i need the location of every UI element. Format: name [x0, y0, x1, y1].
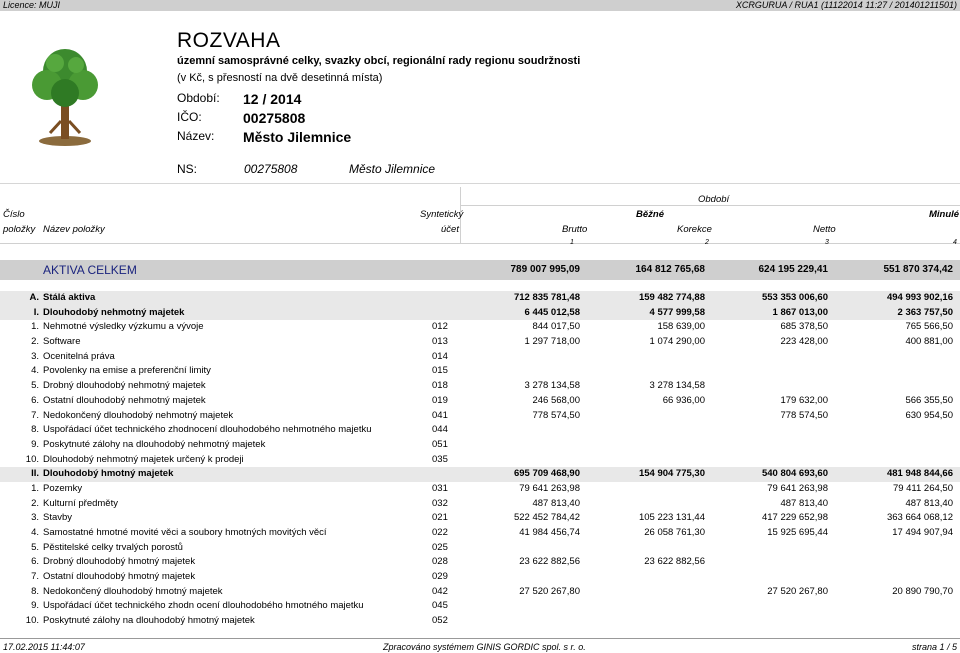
table-row — [0, 364, 960, 379]
row-netto: 79 641 263,98 — [767, 482, 828, 494]
row-name: Povolenky na emise a preferenční limity — [43, 365, 211, 377]
name-label: Název: — [177, 129, 215, 143]
row-name: Uspořádací účet technického zhodn ocení dlouhodobého hmotného majetku — [43, 600, 364, 612]
row-korekce: 159 482 774,88 — [638, 292, 705, 303]
table-row — [0, 350, 960, 365]
row-account: 014 — [432, 350, 448, 362]
row-account: 019 — [432, 394, 448, 406]
table-row — [0, 599, 960, 614]
row-account: 025 — [432, 541, 448, 553]
row-netto: 417 229 652,98 — [761, 512, 828, 524]
row-brutto: 778 574,50 — [532, 409, 580, 421]
row-number: II. — [31, 468, 39, 480]
row-korekce: 4 577 999,58 — [649, 306, 705, 318]
row-name: Uspořádací účet technického zhodnocení dlouhodobého nehmotného majetku — [43, 424, 372, 436]
col-num-1: 1 — [570, 239, 574, 246]
row-korekce: 158 639,00 — [657, 321, 705, 333]
row-name: Kulturní předměty — [43, 497, 118, 509]
row-account: 021 — [432, 512, 448, 524]
col-ucet: účet — [441, 224, 459, 235]
row-number: 8. — [31, 424, 39, 436]
table-row — [0, 320, 960, 335]
row-brutto: 23 622 882,56 — [519, 556, 580, 568]
row-netto: 540 804 693,60 — [761, 468, 828, 480]
row-korekce: 154 904 775,30 — [638, 468, 705, 480]
col-synteticky: Syntetický — [420, 209, 464, 220]
col-bezne: Běžné — [636, 209, 664, 220]
row-minule: 630 954,50 — [905, 409, 953, 421]
table-row — [0, 541, 960, 556]
row-name: Ostatní dlouhodobý nehmotný majetek — [43, 394, 206, 406]
footer-date: 17.02.2015 11:44:07 — [3, 642, 85, 652]
row-brutto: 79 641 263,98 — [519, 482, 580, 494]
footer-page: strana 1 / 5 — [911, 642, 957, 652]
row-name: Ostatní dlouhodobý hmotný majetek — [43, 571, 196, 583]
row-account: 045 — [432, 600, 448, 612]
row-account: 044 — [432, 424, 448, 436]
row-number: A. — [29, 292, 39, 303]
coat-of-arms-tree-icon — [30, 41, 100, 151]
table-row — [0, 335, 960, 350]
row-brutto: 695 709 468,90 — [513, 468, 580, 480]
row-account: 041 — [432, 409, 448, 421]
row-account: 015 — [432, 365, 448, 377]
row-netto: 778 574,50 — [780, 409, 828, 421]
table-row — [0, 409, 960, 424]
balance-table — [0, 291, 960, 629]
row-number: 10. — [25, 453, 39, 465]
report-subtitle: územní samosprávné celky, svazky obcí, regionální rady regionu soudržnosti — [177, 55, 581, 67]
col-num-4: 4 — [953, 239, 957, 246]
table-row — [0, 526, 960, 541]
row-number: 2. — [31, 497, 39, 509]
name-value: Město Jilemnice — [243, 129, 352, 145]
row-account: 029 — [432, 571, 448, 583]
ns-label: NS: — [177, 162, 198, 176]
system-info-text: XCRGURUA / RUA1 (11122014 11:27 / 201401211501) — [735, 0, 957, 10]
footer-processed: Zpracováno systémem GINIS GORDIC spol. s r. o. — [383, 642, 586, 652]
row-name: Dlouhodobý nehmotný majetek určený k prodeji — [43, 453, 244, 465]
row-minule: 400 881,00 — [905, 336, 953, 348]
row-minule: 765 566,50 — [905, 321, 953, 333]
row-number: 7. — [31, 571, 39, 583]
row-name: Nehmotné výsledky výzkumu a vývoje — [43, 321, 204, 333]
row-minule: 363 664 068,12 — [886, 512, 953, 524]
row-minule: 487 813,40 — [905, 497, 953, 509]
row-account: 051 — [432, 438, 448, 450]
table-row — [0, 467, 960, 482]
row-number: 4. — [31, 527, 39, 538]
ico-value: 00275808 — [243, 110, 306, 126]
row-name: Nedokončený dlouhodobý nehmotný majetek — [43, 409, 234, 421]
total-netto: 624 195 229,41 — [758, 264, 828, 275]
row-number: 3. — [31, 350, 39, 362]
row-number: 6. — [31, 556, 39, 568]
row-name: Stálá aktiva — [43, 292, 96, 303]
table-row — [0, 511, 960, 526]
row-number: 10. — [25, 615, 39, 627]
col-brutto: Brutto — [562, 224, 588, 235]
row-korekce: 23 622 882,56 — [644, 556, 705, 568]
row-minule: 79 411 264,50 — [892, 482, 953, 494]
row-netto: 27 520 267,80 — [767, 585, 828, 597]
row-name: Drobný dlouhodobý nehmotný majetek — [43, 380, 206, 392]
col-obdobi: Období — [698, 194, 730, 205]
table-row — [0, 379, 960, 394]
row-brutto: 712 835 781,48 — [513, 292, 580, 303]
row-number: 9. — [31, 600, 39, 612]
row-name: Stavby — [43, 512, 73, 524]
total-label: AKTIVA CELKEM — [43, 263, 137, 277]
total-korekce: 164 812 765,68 — [635, 264, 705, 275]
column-divider — [460, 205, 960, 206]
row-number: 2. — [31, 336, 39, 348]
row-account: 035 — [432, 453, 448, 465]
row-minule: 2 363 757,50 — [897, 306, 953, 318]
row-minule: 17 494 907,94 — [892, 527, 953, 538]
row-number: 7. — [31, 409, 39, 421]
table-row — [0, 555, 960, 570]
row-brutto: 1 297 718,00 — [524, 336, 580, 348]
table-row — [0, 614, 960, 629]
col-num-3: 3 — [825, 239, 829, 246]
table-row — [0, 482, 960, 497]
row-account: 052 — [432, 615, 448, 627]
table-row — [0, 306, 960, 321]
row-brutto: 27 520 267,80 — [519, 585, 580, 597]
row-korekce: 105 223 131,44 — [638, 512, 705, 524]
ico-label: IČO: — [177, 110, 202, 124]
row-korekce: 26 058 761,30 — [644, 527, 705, 538]
row-account: 013 — [432, 336, 448, 348]
col-num-2: 2 — [705, 239, 709, 246]
table-row — [0, 291, 960, 306]
row-number: 9. — [31, 438, 39, 450]
row-name: Poskytnuté zálohy na dlouhodobý nehmotný majetek — [43, 438, 266, 450]
row-account: 012 — [432, 321, 448, 333]
col-minule: Minulé — [929, 209, 960, 220]
row-brutto: 844 017,50 — [532, 321, 580, 333]
col-netto: Netto — [813, 224, 836, 235]
row-number: 3. — [31, 512, 39, 524]
row-minule: 494 993 902,16 — [886, 292, 953, 303]
row-minule: 481 948 844,66 — [886, 468, 953, 480]
table-row — [0, 423, 960, 438]
row-minule: 566 355,50 — [905, 394, 953, 406]
table-row — [0, 453, 960, 468]
row-account: 042 — [432, 585, 448, 597]
row-number: 1. — [31, 482, 39, 494]
row-brutto: 522 452 784,42 — [513, 512, 580, 524]
license-text: Licence: MUJI — [3, 0, 61, 10]
row-number: I. — [33, 306, 39, 318]
report-title: ROZVAHA — [177, 29, 281, 52]
row-brutto: 487 813,40 — [532, 497, 580, 509]
row-netto: 487 813,40 — [780, 497, 828, 509]
row-number: 1. — [31, 321, 39, 333]
row-number: 5. — [31, 541, 39, 553]
total-minule: 551 870 374,42 — [883, 264, 953, 275]
row-account: 022 — [432, 527, 448, 538]
row-brutto: 6 445 012,58 — [524, 306, 580, 318]
row-name: Nedokončený dlouhodobý hmotný majetek — [43, 585, 223, 597]
total-row — [0, 260, 960, 280]
row-name: Ocenitelná práva — [43, 350, 115, 362]
col-cislo: Číslo — [3, 209, 25, 220]
row-netto: 179 632,00 — [780, 394, 828, 406]
row-number: 6. — [31, 394, 39, 406]
table-row — [0, 394, 960, 409]
row-name: Samostatné hmotné movité věci a soubory hmotných movitých věcí — [43, 527, 327, 538]
row-brutto: 246 568,00 — [532, 394, 580, 406]
row-netto: 15 925 695,44 — [767, 527, 828, 538]
row-number: 8. — [31, 585, 39, 597]
row-brutto: 3 278 134,58 — [524, 380, 580, 392]
row-name: Software — [43, 336, 81, 348]
period-value: 12 / 2014 — [243, 91, 302, 107]
row-brutto: 41 984 456,74 — [519, 527, 580, 538]
row-netto: 1 867 013,00 — [772, 306, 828, 318]
row-korekce: 1 074 290,00 — [649, 336, 705, 348]
table-row — [0, 497, 960, 512]
column-divider — [0, 243, 960, 244]
table-row — [0, 438, 960, 453]
ns-value: 00275808 — [244, 162, 298, 176]
col-polozky: položky — [3, 224, 36, 235]
col-nazev: Název položky — [43, 224, 105, 235]
row-number: 5. — [31, 380, 39, 392]
row-name: Dlouhodobý nehmotný majetek — [43, 306, 185, 318]
row-netto: 223 428,00 — [780, 336, 828, 348]
table-row — [0, 585, 960, 600]
header-divider — [0, 183, 960, 184]
row-netto: 685 378,50 — [780, 321, 828, 333]
report-header — [0, 11, 960, 191]
page-footer — [0, 638, 960, 653]
row-account: 031 — [432, 482, 448, 494]
row-number: 4. — [31, 365, 39, 377]
ns-name: Město Jilemnice — [349, 162, 436, 176]
period-label: Období: — [177, 91, 220, 105]
row-name: Dlouhodobý hmotný majetek — [43, 468, 174, 480]
currency-note: (v Kč, s přesností na dvě desetinná místa) — [177, 72, 383, 84]
row-korekce: 3 278 134,58 — [649, 380, 705, 392]
row-netto: 553 353 006,60 — [761, 292, 828, 303]
row-name: Poskytnuté zálohy na dlouhodobý hmotný majetek — [43, 615, 255, 627]
row-name: Drobný dlouhodobý hmotný majetek — [43, 556, 196, 568]
total-brutto: 789 007 995,09 — [510, 264, 580, 275]
row-korekce: 66 936,00 — [662, 394, 705, 406]
row-minule: 20 890 790,70 — [892, 585, 953, 597]
row-account: 018 — [432, 380, 448, 392]
column-header — [0, 187, 960, 255]
row-account: 032 — [432, 497, 448, 509]
row-name: Pěstitelské celky trvalých porostů — [43, 541, 183, 553]
row-account: 028 — [432, 556, 448, 568]
col-korekce: Korekce — [677, 224, 712, 235]
top-bar — [0, 0, 960, 11]
row-name: Pozemky — [43, 482, 83, 494]
table-row — [0, 570, 960, 585]
